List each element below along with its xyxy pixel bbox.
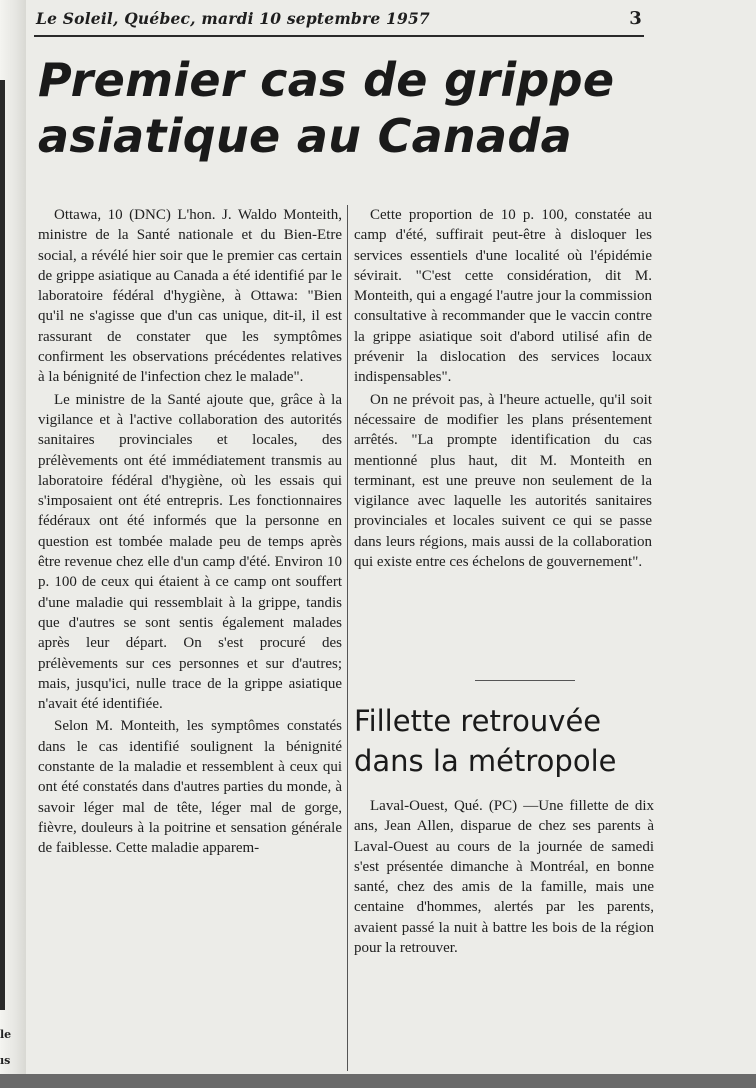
masthead-dateline: Le Soleil, Québec, mardi 10 septembre 1957 <box>36 9 430 28</box>
article-paragraph: Ottawa, 10 (DNC) L'hon. J. Waldo Monteith, ministre de la Santé nationale et du Bien-Etre social, a révélé hier soir que le premier cas certain de grippe asiatique au Canada a été identifié par le laboratoire fédéral d'hygiène, à Ottawa: "Bien qu'il ne s'agisse que d'un cas unique, dit-il, il est rassurant de constater que les symptômes confirment les observations précédentes relatives à la bénignité de l'infection chez le malade". <box>38 207 342 386</box>
masthead <box>36 9 642 33</box>
article-paragraph: Laval-Ouest, Qué. (PC) —Une fillette de dix ans, Jean Allen, disparue de chez ses parents à Laval-Ouest au cours de la journée de samedi s'est présentée dimanche à Montréal, en bonne santé, chez des amis de la famille, mais une centaine d'hommes, alertés par les parents, avaient passé la nuit à battre les bois de la région pour la retrouver. <box>354 798 654 957</box>
article-paragraph: On ne prévoit pas, à l'heure actuelle, qu'il soit nécessaire de modifier les plans présentement arrêtés. "La prompte identification du cas mentionné plus haut, dit M. Monteith en terminant, est une preuve non seulement de la vigilance avec laquelle les autorités sanitaires provinciales et locales suivent ce qui se passe dans leurs régions, mais aussi de la collaboration qui existe entre ces échelons de gouvernement". <box>354 391 652 571</box>
column-divider <box>347 205 348 1071</box>
article-separator <box>475 680 575 681</box>
masthead-rule <box>34 35 644 37</box>
article-paragraph: Selon M. Monteith, les symptômes constatés dans le cas identifié soulignent la bénignité constante de la maladie et ressemblent à ceux qui ont été constatés dans d'autres parties du monde, à savoir léger mal de tête, léger mal de gorge, fièvre, douleurs à la poitrine et sensation générale de faiblesse. Cette maladie apparem- <box>38 718 342 857</box>
main-headline <box>38 52 648 164</box>
margin-fragment: le <box>0 1028 12 1041</box>
margin-fragment: ıs <box>0 1054 11 1067</box>
article-paragraph: Cette proportion de 10 p. 100, constatée au camp d'été, suffirait peut-être à disloquer les services essentiels d'une localité où l'épidémie sévirait. "C'est cette considération, dit M. Monteith, qui a engagé l'autre jour la commission consultative à recommander que le vaccin contre la grippe asiatique soit d'abord utilisé afin de prévenir la dislocation des services locaux indispensables". <box>354 207 652 386</box>
headline-line-2: asiatique au Canada <box>38 109 572 163</box>
secondary-headline: Fillette retrouvée dans la métropole <box>354 704 617 778</box>
article-paragraph: Le ministre de la Santé ajoute que, grâce à la vigilance et à l'active collaboration des autorités sanitaires provinciales et locales, des prélèvements ont été immédiatement transmis au laboratoire fédéral d'hygiène, où les essais qui s'imposaient ont été entrepris. Les fonctionnaires fédéraux ont été informés que la personne en question est tombée malade peu de temps après être revenue chez elle d'un camp d'été. Environ 10 p. 100 de ceux qui étaient à ce camp ont souffert d'une maladie qui ressemblait à la grippe, tandis que d'autres se sont sentis également malades après leur départ. On s'est procuré des prélèvements sur ces personnes et sur d'autres; mais, jusqu'ici, nulle trace de la grippe asiatique n'avait été identifiée. <box>38 391 342 713</box>
article-column-left <box>38 205 342 859</box>
secondary-article <box>354 796 654 958</box>
headline-line-1: Premier cas de grippe <box>38 53 615 107</box>
viewer-bottom-bar <box>0 1074 756 1088</box>
adjacent-page-edge <box>0 0 26 1074</box>
column-edge-bar <box>0 80 5 1010</box>
article-column-right <box>354 205 652 572</box>
page-number: 3 <box>629 8 642 29</box>
